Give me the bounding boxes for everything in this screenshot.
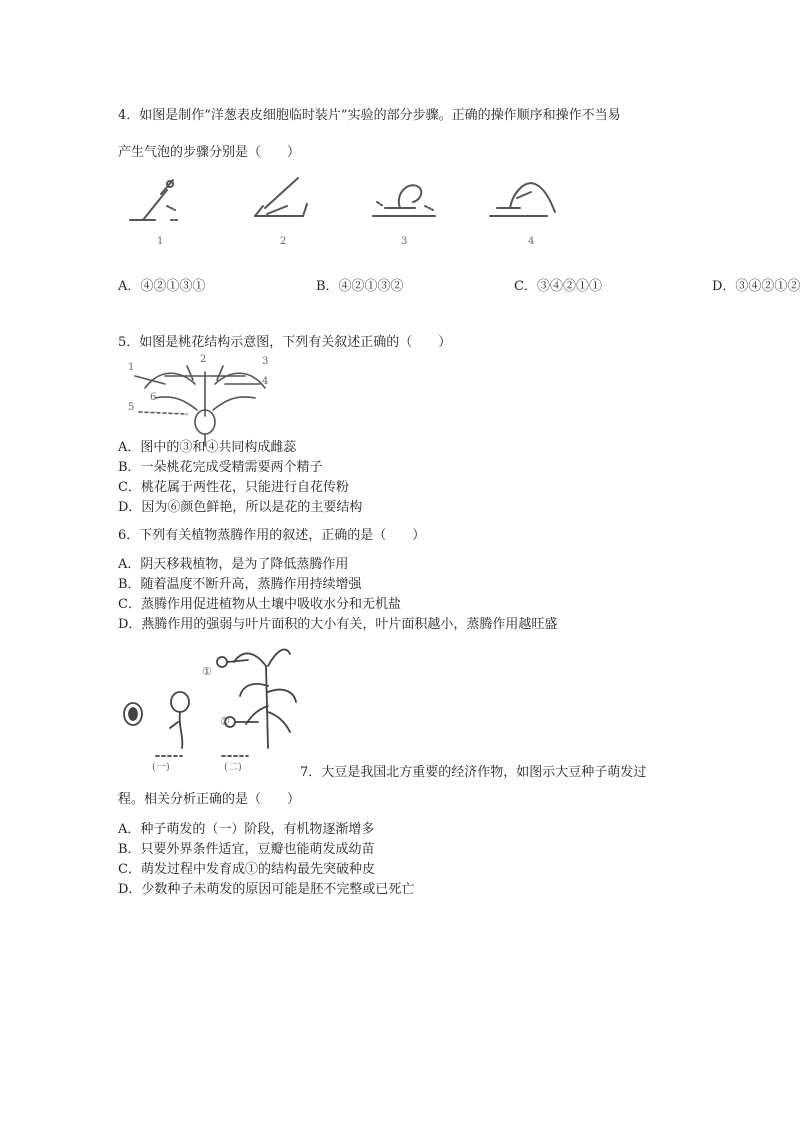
q7-stem-line1: 7．大豆是我国北方重要的经济作物，如图示大豆种子萌发过 [300,765,647,780]
q5-option-d[interactable]: D．因为⑥颜色鲜艳，所以是花的主要结构 [118,500,363,515]
q7-stem-line2: 程。相关分析正确的是（ ） [118,792,301,807]
q4-step3-drawing [373,185,435,216]
q5-option-b[interactable]: B．一朵桃花完成受精需要两个精子 [118,460,323,475]
q5-fig-label-1: 1 [128,362,135,373]
q4-step2-drawing [255,178,307,216]
q6-stem: 6．下列有关植物蒸腾作用的叙述，正确的是（ ） [118,528,426,543]
q4-option-b[interactable]: B．④②①③② [316,279,404,294]
q5-fig-label-2: 2 [200,354,207,365]
q4-option-a[interactable]: A．④②①③① [118,279,206,294]
q7-option-b[interactable]: B．只要外界条件适宜，豆瓣也能萌发成幼苗 [118,842,375,857]
q7-stage-label-2: (二) [224,762,242,773]
q4-stem-line2: 产生气泡的步骤分别是（ ） [118,145,301,160]
q4-step-figures [115,172,585,252]
q4-option-c[interactable]: C．③④②①① [514,279,602,294]
q4-step-label-4: 4 [528,236,535,247]
q5-option-c[interactable]: C．桃花属于两性花，只能进行自花传粉 [118,480,349,495]
q7-option-c[interactable]: C．萌发过程中发育成①的结构最先突破种皮 [118,862,375,877]
q7-fig-label-2: ② [220,715,230,728]
q5-stem: 5．如图是桃花结构示意图，下列有关叙述正确的（ ） [118,335,452,350]
q5-peach-flower-figure [125,358,285,448]
q5-fig-label-5: 5 [128,402,135,413]
q4-step4-drawing [490,183,555,216]
q5-fig-label-4: 4 [262,376,269,387]
q6-option-b[interactable]: B．随着温度不断升高，蒸腾作用持续增强 [118,577,362,592]
q6-option-d[interactable]: D．燕腾作用的强弱与叶片面积的大小有关，叶片面积越小，蒸腾作用越旺盛 [118,617,558,632]
q5-option-a[interactable]: A．图中的③和④共同构成雌蕊 [118,440,297,455]
q7-stage-label-1: (一) [152,762,170,773]
q4-step-label-3: 3 [401,236,408,247]
q7-soybean-germination-figure [118,636,303,776]
q7-option-a[interactable]: A．种子萌发的（一）阶段，有机物逐渐增多 [118,822,375,837]
q4-step-label-2: 2 [280,236,287,247]
q5-fig-label-3: 3 [262,356,269,367]
q7-fig-label-1: ① [202,665,212,678]
q5-fig-label-6: 6 [150,392,157,403]
q4-step-label-1: 1 [157,236,164,247]
q4-option-d[interactable]: D．③④②①② [712,279,800,294]
q4-step1-drawing [130,180,179,220]
q6-option-a[interactable]: A．阴天移栽植物，是为了降低蒸腾作用 [118,557,349,572]
q7-option-d[interactable]: D．少数种子未萌发的原因可能是胚不完整或已死亡 [118,882,415,897]
q4-stem-line1: 4．如图是制作“洋葱表皮细胞临时装片”实验的部分步骤。正确的操作顺序和操作不当易 [118,108,621,123]
q6-option-c[interactable]: C．蒸腾作用促进植物从土壤中吸收水分和无机盐 [118,597,401,612]
